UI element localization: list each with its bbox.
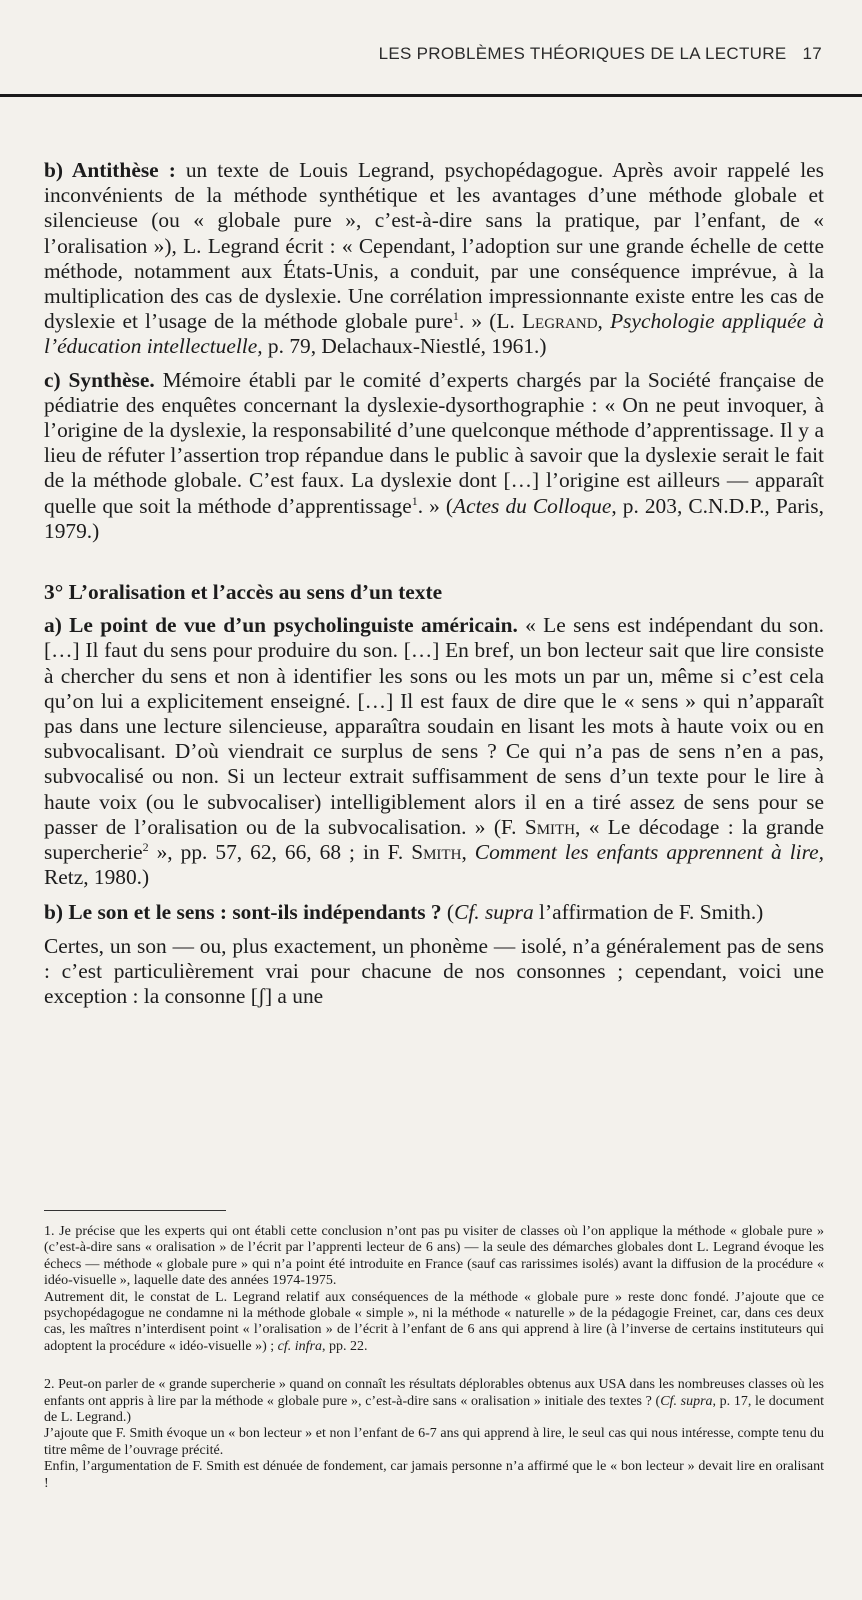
point-de-vue-ref: Retz, 1980.): [44, 865, 150, 890]
antithese-paragraph: [44, 158, 824, 360]
section-heading: 3° L’oralisation et l’accès au sens d’un texte: [44, 580, 443, 605]
antithese-comma: ,: [597, 309, 611, 334]
point-de-vue-after: », pp. 57, 62, 66, 68 ; in F.: [148, 840, 412, 865]
son-sens-paragraph: [44, 900, 824, 925]
synthese-ref: , p. 203, C.N.D.P., Paris, 1979.): [44, 493, 824, 543]
footnote-2-ref: , p. 17, le document de L. Legrand.): [44, 1393, 824, 1426]
antithese-text: un texte de Louis Legrand, psychopédagogue. Après avoir rappelé les inconvénients de la méthode synthétique et les avantages d’une méthode globale et silencieuse (ou « globale pure », c’est-à-dire sans la pratique, par l’enfant, de « l’oralisation »), L. Legrand écrit : « Cependant, l’adoption sur une grande échelle de cette méthode, notamment aux États-Unis, a conduit, par une conséquence imprévue, à la multiplication des cas de dyslexie. Une corrélation impressionnante existe entre les cas de dyslexie et l’usage de la méthode globale pure: [44, 158, 824, 334]
antithese-book: Psychologie appliquée à l’éducation intellectuelle,: [44, 309, 824, 359]
page-number: 17: [802, 44, 822, 63]
footnote-ref-1b[interactable]: 1: [411, 493, 418, 508]
son-sens-text: l’affirmation de F. Smith.): [533, 900, 764, 925]
antithese-after: . » (L.: [458, 309, 522, 334]
synthese-text: Mémoire établi par le comité d’experts chargés par la Société française de pédiatrie des enquêtes concernant la dyslexie-dysorthographie : « On ne peut invoquer, à l’origine de la dyslexie, la responsabilité d’une quelconque méthode d’apprentissage. Il y a lieu de réfuter l’assertion trop répandue dans le public à savoir que la dyslexie serait le fait de la méthode globale. C’est faux. La dyslexie dont […] l’origine est ailleurs — apparaît quelle que soit la méthode d’apprentissage: [44, 367, 824, 518]
footnote-1: 1. Je précise que les experts qui ont établi cette conclusion n’ont pas pu visiter de classes où l’on applique la méthode « globale pure » (c’est-à-dire sans « oralisation » de l’écrit par l’apprenti lecteur de 6 ans) — la seule des démarches globales dont L. Legrand évoque les échecs — méthode « globale pure » qui n’a point été introduite en France (sauf cas rarissimes isolés) avant la diffusion de la procédure « idéo-visuelle », laquelle date des années 1974-1975.: [44, 1224, 824, 1289]
point-de-vue-author1: Smith: [524, 814, 576, 839]
point-de-vue-paragraph: [44, 613, 824, 890]
footnote-ref-1[interactable]: 1: [452, 309, 459, 324]
antithese-label: b) Antithèse :: [44, 158, 176, 182]
synthese-paragraph: [44, 368, 824, 544]
son-sens-open: (: [441, 900, 455, 925]
point-de-vue-comma: ,: [461, 840, 475, 865]
certes-paragraph: Certes, un son — ou, plus exactement, un phonème — isolé, n’a généralement pas de sens : c’est particulièrement vrai pour chacune de nos consonnes ; cependant, voici une exception : la consonne [ʃ] a une: [44, 933, 824, 1009]
point-de-vue-book: Comment les enfants apprennent à lire,: [474, 840, 824, 865]
son-sens-label: b) Le son et le sens : sont-ils indépendants ?: [44, 900, 442, 925]
footnote-2: [44, 1377, 824, 1426]
antithese-ref: p. 79, Delachaux-Niestlé, 1961.): [262, 334, 547, 359]
running-title: LES PROBLÈMES THÉORIQUES DE LA LECTURE: [378, 44, 787, 63]
running-header: [0, 44, 822, 64]
point-de-vue-label: a) Le point de vue d’un psycholinguiste américain.: [44, 613, 518, 638]
footnote-1-cf: cf. infra: [277, 1338, 322, 1354]
point-de-vue-author2: Smith: [411, 840, 462, 865]
footnote-1-pages: , pp. 22.: [321, 1338, 368, 1354]
footnotes: [44, 1224, 824, 1492]
footnote-2-cont: J’ajoute que F. Smith évoque un « bon lecteur » et non l’enfant de 6-7 ans qui apprend à lire, le seul cas qui nous intéresse, compte tenu du titre même de l’ouvrage précité.: [44, 1426, 824, 1458]
footnote-2-end: Enfin, l’argumentation de F. Smith est dénuée de fondement, car jamais personne n’a affirmé que le « bon lecteur » devait lire en oralisant !: [44, 1459, 824, 1491]
footnote-1-cont-text: Autrement dit, le constat de L. Legrand relatif aux conséquences de la méthode « globale pure » reste donc fondé. J’ajoute que ce psychopédagogue ne condamne ni la méthode globale « simple », ni la méthode « naturelle » de la pédagogie Freinet, car, dans ces deux cas, les maîtres n’interdisent point « l’oralisation » de l’écrit à l’enfant de 6 ans qui apprend à lire (à l’inverse de certains instituteurs qui adoptent la procédure « idéo-visuelle ») ;: [44, 1289, 824, 1354]
header-rule: [0, 94, 862, 97]
footnote-2-text: 2. Peut-on parler de « grande supercherie » quand on connaît les résultats déplorables obtenus aux USA dans les nombreuses classes où les enfants ont appris à lire par la méthode « globale pure », c’est-à-dire sans « oralisation » initiale des textes ? (: [44, 1377, 824, 1409]
point-de-vue-mid: , « Le décodage : la grande supercherie: [44, 814, 824, 865]
synthese-book: Actes du Colloque: [453, 493, 612, 518]
footnote-rule: [44, 1210, 226, 1211]
antithese-author: Legrand: [521, 309, 598, 334]
main-text: [44, 158, 824, 1017]
son-sens-cf: Cf. supra: [454, 900, 534, 925]
footnote-2-cf: Cf. supra: [660, 1393, 713, 1409]
footnote-1-cont: [44, 1290, 824, 1356]
point-de-vue-text: « Le sens est indépendant du son. […] Il faut du sens pour produire du son. […] En bref, un bon lecteur sait que lire consiste à chercher du sens et non à identifier les sons ou les mots un par un, même si c’est cela qu’on lui a explicitement enseigné. […] Il est faux de dire que le « sens » qui n’apparaît pas dans une lecture silencieuse, apparaîtra soudain en lisant les mots à haute voix ou en subvocalisant. D’où viendrait ce surplus de sens ? Ce qui n’a pas de sens n’en a pas, subvocalisé ou non. Si un lecteur extrait suffisamment de sens d’un texte pour le lire à haute voix (ou le subvocaliser) intelligiblement alors il en a tiré assez de sens pour se passer de l’oralisation ou de la subvocalisation. » (F.: [44, 613, 824, 839]
footnote-ref-2[interactable]: 2: [142, 839, 149, 854]
synthese-after: . » (: [417, 493, 454, 518]
synthese-label: c) Synthèse.: [44, 367, 155, 392]
